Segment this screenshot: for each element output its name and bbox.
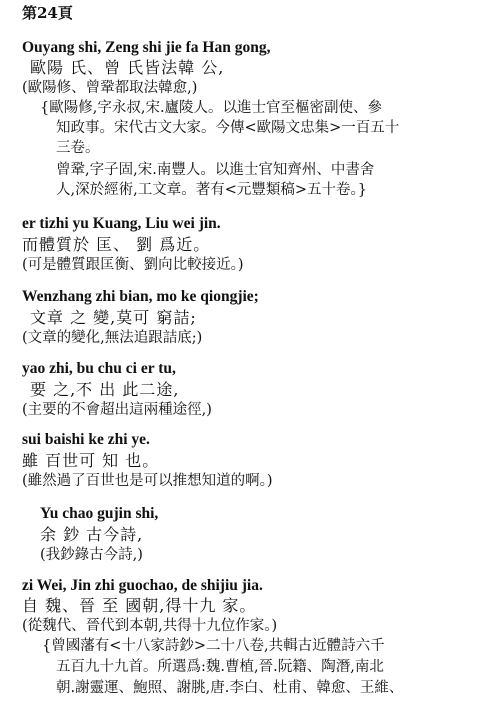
translation-line: (文章的變化,無法追跟詰底;) <box>22 330 203 346</box>
pinyin-line: sui baishi ke zhi ye. <box>22 431 150 448</box>
translation-line: (主要的不會超出這兩種途徑,) <box>22 402 212 418</box>
note-line: 五百九十九首。所選爲:魏.曹植,晉.阮籍、陶潛,南北 <box>56 659 384 675</box>
hanzi-line: 雖 百世可 知 也。 <box>22 451 160 470</box>
translation-line: (從魏代、晉代到本朝,共得十九位作家。) <box>22 618 278 634</box>
hanzi-line: 自 魏、晉 至 國朝,得十九 家。 <box>22 596 257 615</box>
note-line: 朝.謝靈運、鮑照、謝朓,唐.李白、杜甫、韓愈、王維、 <box>56 680 404 696</box>
hanzi-line: 要 之,不 出 此二途, <box>30 380 180 399</box>
hanzi-line: 文章 之 變,莫可 窮詰; <box>30 308 197 327</box>
hanzi-line: 而體質於 匡、 劉 爲近。 <box>22 235 211 254</box>
hanzi-line: 歐陽 氏、曾 氏皆法韓 公, <box>30 58 225 77</box>
translation-line: (可是體質跟匡衡、劉向比較接近。) <box>22 257 244 273</box>
pinyin-line: Wenzhang zhi bian, mo ke qiongjie; <box>22 288 259 305</box>
note-line: 曾鞏,字子固,宋.南豐人。以進士官知齊州、中書舍 <box>56 162 375 178</box>
pinyin-line: Ouyang shi, Zeng shi jie fa Han gong, <box>22 39 271 56</box>
note-line: {曾國藩有<十八家詩鈔>二十八卷,共輯古近體詩六千 <box>42 638 385 654</box>
pinyin-line: Yu chao gujin shi, <box>40 505 159 522</box>
note-line: 三卷。 <box>56 140 100 156</box>
hanzi-line: 余 鈔 古今詩, <box>40 525 144 544</box>
note-line: 知政事。宋代古文大家。今傳<歐陽文忠集>一百五十 <box>56 120 400 136</box>
translation-line: (我鈔錄古今詩,) <box>40 547 143 563</box>
pinyin-line: yao zhi, bu chu ci er tu, <box>22 360 176 377</box>
pinyin-line: er tizhi yu Kuang, Liu wei jin. <box>22 215 221 232</box>
translation-line: (歐陽修、曾鞏都取法韓愈,) <box>22 80 198 96</box>
translation-line: (雖然過了百世也是可以推想知道的啊。) <box>22 473 273 489</box>
pinyin-line: zi Wei, Jin zhi guochao, de shijiu jia. <box>22 577 263 594</box>
note-line: {歐陽修,字永叔,宋.廬陵人。以進士官至樞密副使、參 <box>40 100 383 116</box>
page-label: 第24頁 <box>22 4 73 22</box>
note-line: 人,深於經術,工文章。著有<元豐類稿>五十卷。} <box>56 182 367 198</box>
